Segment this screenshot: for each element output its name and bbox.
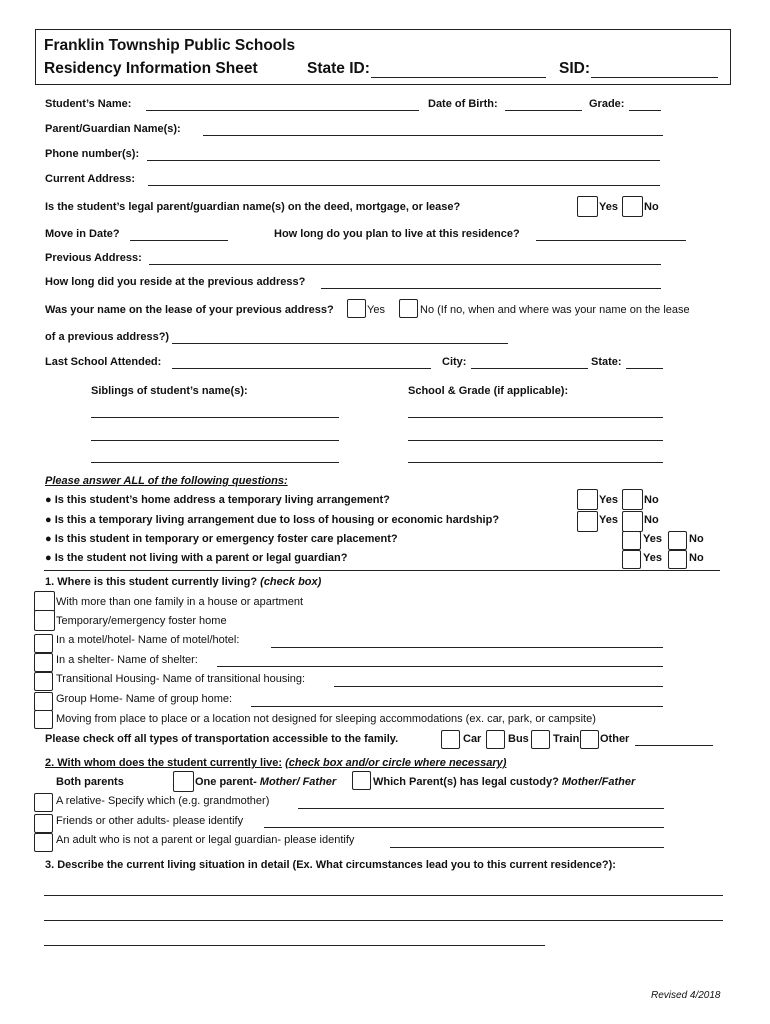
student-name-label: Student’s Name: <box>45 98 132 110</box>
deed-no-checkbox[interactable] <box>622 196 643 217</box>
school-grade-label: School & Grade (if applicable): <box>408 385 569 397</box>
living-option-checkbox[interactable] <box>34 610 55 631</box>
transport-bus-checkbox[interactable] <box>486 730 505 749</box>
city-field[interactable] <box>471 368 588 369</box>
transport-label: Please check off all types of transportation accessible to the family. <box>45 733 399 745</box>
transport-other-checkbox[interactable] <box>580 730 599 749</box>
transport-bus-label: Bus <box>508 733 529 745</box>
parent-names-label: Parent/Guardian Name(s): <box>45 123 181 135</box>
how-long-prev-field[interactable] <box>321 288 661 289</box>
transport-train-checkbox[interactable] <box>531 730 550 749</box>
shelter-name-field[interactable] <box>217 666 663 667</box>
transport-train-label: Train <box>553 733 580 745</box>
transitional-housing-field[interactable] <box>334 686 663 687</box>
move-in-field[interactable] <box>130 240 228 241</box>
current-address-field[interactable] <box>148 185 660 186</box>
sheet-title: Residency Information Sheet <box>44 60 258 77</box>
sid-field[interactable] <box>591 77 718 78</box>
state-id-label: State ID: <box>307 60 370 77</box>
description-line[interactable] <box>44 920 723 921</box>
q2-yes-label: Yes <box>599 514 618 526</box>
live-with-checkbox[interactable] <box>34 793 53 812</box>
q4-yes-label: Yes <box>643 552 662 564</box>
living-option-checkbox[interactable] <box>34 692 53 711</box>
live-with-label: Friends or other adults- please identify <box>56 815 244 827</box>
q3-yes-label: Yes <box>643 533 662 545</box>
question-foster: ● Is this student in temporary or emergency foster care placement? <box>45 533 398 545</box>
one-parent-checkbox[interactable] <box>173 771 194 792</box>
siblings-label: Siblings of student’s name(s): <box>91 385 248 397</box>
how-long-plan-field[interactable] <box>536 240 686 241</box>
deed-no-label: No <box>644 201 659 213</box>
current-address-label: Current Address: <box>45 173 136 185</box>
section1-title-hint: (check box) <box>260 576 322 588</box>
friends-field[interactable] <box>264 827 664 828</box>
custody-label <box>373 776 635 788</box>
q1-yes-label: Yes <box>599 494 618 506</box>
grade-field[interactable] <box>629 110 661 111</box>
live-with-checkbox[interactable] <box>34 814 53 833</box>
q2-yes-checkbox[interactable] <box>577 511 598 532</box>
q2-no-checkbox[interactable] <box>622 511 643 532</box>
student-name-field[interactable] <box>146 110 419 111</box>
live-with-checkbox[interactable] <box>34 833 53 852</box>
section1-title <box>45 576 321 588</box>
section-divider <box>44 570 720 571</box>
question-hardship: ● Is this a temporary living arrangement due to loss of housing or economic hardship? <box>45 514 500 526</box>
q3-no-checkbox[interactable] <box>668 531 687 550</box>
lease-yes-label: Yes <box>367 304 385 316</box>
sid-label: SID: <box>559 60 590 77</box>
living-option-checkbox[interactable] <box>34 591 55 612</box>
section3-title: 3. Describe the current living situation in detail (Ex. What circumstances lead you to this current residence?): <box>45 859 616 871</box>
q1-yes-checkbox[interactable] <box>577 489 598 510</box>
q1-no-checkbox[interactable] <box>622 489 643 510</box>
lease-no-label: No (If no, when and where was your name on the lease <box>420 304 690 316</box>
live-with-label: An adult who is not a parent or legal guardian- please identify <box>56 834 355 846</box>
revised-date: Revised 4/2018 <box>651 990 721 1001</box>
living-option-checkbox[interactable] <box>34 672 53 691</box>
transport-other-label: Other <box>600 733 630 745</box>
parent-names-field[interactable] <box>203 135 663 136</box>
deed-yes-checkbox[interactable] <box>577 196 598 217</box>
sibling-name-line[interactable] <box>91 462 339 463</box>
grade-label: Grade: <box>589 98 625 110</box>
q3-yes-checkbox[interactable] <box>622 531 641 550</box>
school-name: Franklin Township Public Schools <box>44 37 296 54</box>
q1-no-label: No <box>644 494 659 506</box>
other-adult-field[interactable] <box>390 847 664 848</box>
live-with-label: A relative- Specify which (e.g. grandmother) <box>56 795 270 807</box>
section2-title-text: 2. With whom does the student currently live: <box>45 757 283 769</box>
lease-prev-question: Was your name on the lease of your previous address? <box>45 304 334 316</box>
questions-heading: Please answer ALL of the following questions: <box>45 475 288 487</box>
custody-checkbox[interactable] <box>352 771 371 790</box>
lease-no-checkbox[interactable] <box>399 299 418 318</box>
previous-address-field[interactable] <box>149 264 661 265</box>
previous-address-label: Previous Address: <box>45 252 142 264</box>
one-parent-label <box>195 776 336 788</box>
one-parent-choice[interactable]: Mother/ Father <box>259 776 337 788</box>
living-option-checkbox[interactable] <box>34 634 53 653</box>
lease-yes-checkbox[interactable] <box>347 299 366 318</box>
one-parent-text: One parent- <box>195 776 257 788</box>
living-option-label: In a shelter- Name of shelter: <box>56 654 198 666</box>
section2-title-hint: (check box and/or circle where necessary) <box>285 757 507 769</box>
description-line[interactable] <box>44 895 723 896</box>
both-parents-label: Both parents <box>56 776 124 788</box>
how-long-prev-label: How long did you reside at the previous address? <box>45 276 306 288</box>
living-option-checkbox[interactable] <box>34 710 53 729</box>
state-label: State: <box>591 356 622 368</box>
state-field[interactable] <box>626 368 663 369</box>
move-in-label: Move in Date? <box>45 228 120 240</box>
phone-field[interactable] <box>147 160 660 161</box>
question-guardian: ● Is the student not living with a parent or legal guardian? <box>45 552 348 564</box>
custody-choice[interactable]: Mother/Father <box>561 776 636 788</box>
living-option-label: In a motel/hotel- Name of motel/hotel: <box>56 634 240 646</box>
question-temporary: ● Is this student’s home address a temporary living arrangement? <box>45 494 390 506</box>
of-prev-field[interactable] <box>172 343 508 344</box>
transport-other-field[interactable] <box>635 745 713 746</box>
sibling-school-line[interactable] <box>408 440 663 441</box>
sibling-name-line[interactable] <box>91 440 339 441</box>
last-school-field[interactable] <box>172 368 431 369</box>
how-long-plan-label: How long do you plan to live at this residence? <box>274 228 520 240</box>
deed-yes-label: Yes <box>599 201 618 213</box>
transport-car-checkbox[interactable] <box>441 730 460 749</box>
sibling-school-line[interactable] <box>408 417 663 418</box>
city-label: City: <box>442 356 467 368</box>
custody-text: Which Parent(s) has legal custody? <box>373 776 559 788</box>
q4-yes-checkbox[interactable] <box>622 550 641 569</box>
relative-field[interactable] <box>298 808 664 809</box>
deed-question: Is the student’s legal parent/guardian name(s) on the deed, mortgage, or lease? <box>45 201 461 213</box>
section1-title-text: 1. Where is this student currently living? <box>45 576 258 588</box>
q4-no-checkbox[interactable] <box>668 550 687 569</box>
living-option-label: Transitional Housing- Name of transitional housing: <box>56 673 306 685</box>
sibling-name-line[interactable] <box>91 417 339 418</box>
last-school-label: Last School Attended: <box>45 356 162 368</box>
living-option-label: Temporary/emergency foster home <box>56 615 227 627</box>
living-option-label: Moving from place to place or a location not designed for sleeping accommodations (ex. car, park, or campsite) <box>56 713 596 725</box>
dob-field[interactable] <box>505 110 582 111</box>
living-option-label: With more than one family in a house or apartment <box>56 596 304 608</box>
q3-no-label: No <box>689 533 704 545</box>
q4-no-label: No <box>689 552 704 564</box>
dob-label: Date of Birth: <box>428 98 498 110</box>
living-option-label: Group Home- Name of group home: <box>56 693 233 705</box>
section2-title <box>45 757 506 769</box>
group-home-field[interactable] <box>251 706 663 707</box>
description-line[interactable] <box>44 945 545 946</box>
sibling-school-line[interactable] <box>408 462 663 463</box>
q2-no-label: No <box>644 514 659 526</box>
transport-car-label: Car <box>463 733 482 745</box>
state-id-field[interactable] <box>371 77 546 78</box>
of-prev-label: of a previous address?) <box>45 331 170 343</box>
living-option-checkbox[interactable] <box>34 653 53 672</box>
phone-label: Phone number(s): <box>45 148 140 160</box>
motel-name-field[interactable] <box>271 647 663 648</box>
